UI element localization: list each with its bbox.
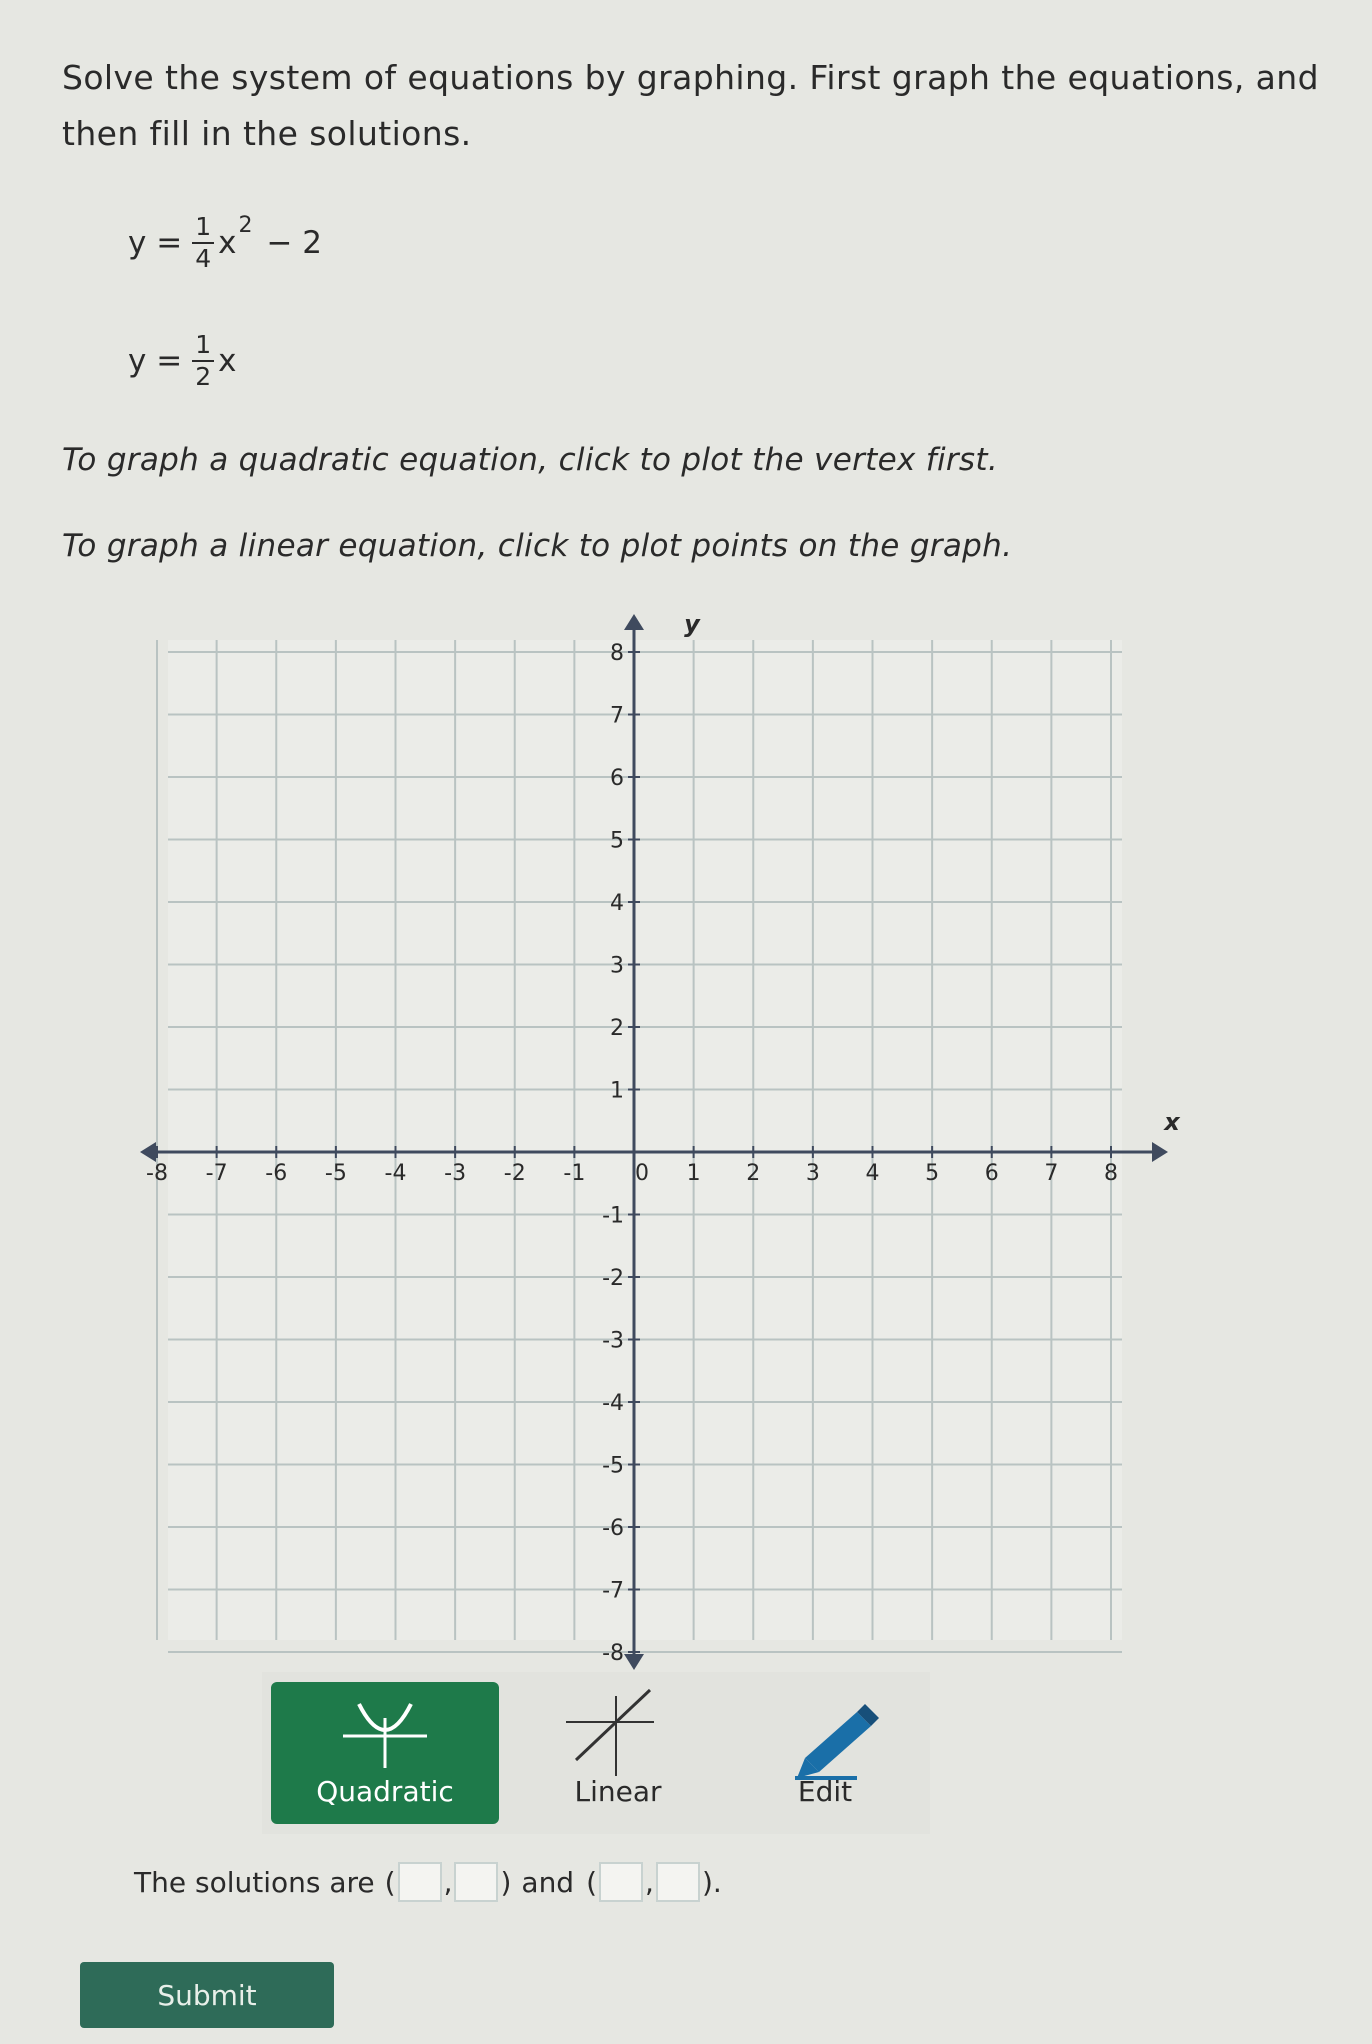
solution-1-comma: , — [443, 1865, 453, 1899]
y-tick-label: 2 — [610, 1016, 624, 1041]
parabola-icon — [271, 1682, 499, 1782]
x-tick-label: -4 — [384, 1161, 407, 1186]
equation-2-denominator: 2 — [195, 362, 212, 391]
equation-1-exponent: 2 — [238, 212, 253, 238]
solution-2-comma: , — [645, 1865, 654, 1899]
solution-1-x-input[interactable] — [398, 1862, 442, 1902]
x-tick-label: -2 — [503, 1161, 526, 1186]
linear-tool-button[interactable] — [504, 1682, 732, 1824]
x-tick-label: -5 — [324, 1161, 347, 1186]
quadratic-tool-label: Quadratic — [316, 1775, 454, 1808]
x-tick-label: 7 — [1044, 1161, 1059, 1186]
x-tick-label: 2 — [746, 1161, 761, 1186]
y-tick-label: -2 — [602, 1266, 624, 1291]
x-tick-label: 3 — [805, 1161, 820, 1186]
solutions-prefix: The solutions are — [134, 1865, 375, 1899]
x-tick-label: 1 — [686, 1161, 701, 1186]
x-tick-label: -7 — [205, 1161, 228, 1186]
hint-quadratic: To graph a quadratic equation, click to plot the vertex first. — [62, 442, 998, 478]
instructions-line-2: then fill in the solutions. — [62, 114, 472, 153]
submit-button[interactable]: Submit — [80, 1962, 334, 2028]
y-axis-arrow-down — [624, 1654, 644, 1670]
y-tick-label: -1 — [602, 1203, 624, 1229]
solution-2-open-paren: ( — [586, 1865, 598, 1899]
x-tick-label: 5 — [925, 1161, 940, 1186]
solution-2-y-input[interactable] — [656, 1862, 700, 1902]
solutions-sentence — [134, 1862, 722, 1902]
y-tick-label: 7 — [610, 703, 624, 729]
y-tick-label: 4 — [610, 891, 624, 916]
edit-tool-button[interactable] — [711, 1682, 939, 1824]
edit-tool-label: Edit — [797, 1775, 853, 1808]
y-tick-label: -3 — [602, 1328, 624, 1354]
equation-1-denominator: 4 — [195, 244, 212, 273]
x-tick-label: 8 — [1104, 1161, 1118, 1186]
linear-tool-label: Linear — [574, 1775, 662, 1808]
quadratic-tool-button[interactable] — [271, 1682, 499, 1824]
y-tick-label: -5 — [602, 1453, 624, 1479]
y-tick-label: -6 — [602, 1516, 624, 1541]
solution-1-close-paren: ) — [500, 1865, 512, 1899]
solution-1-open-paren: ( — [384, 1865, 396, 1899]
x-tick-label: 6 — [984, 1161, 999, 1186]
y-tick-label: -8 — [602, 1641, 624, 1666]
x-tick-label: -8 — [146, 1161, 168, 1186]
solutions-and: and — [521, 1865, 575, 1899]
equation-2-variable: x — [218, 343, 237, 379]
x-tick-label: 4 — [865, 1161, 880, 1186]
equation-2-numerator: 1 — [192, 330, 214, 362]
x-tick-label: -3 — [444, 1161, 467, 1186]
y-tick-label: 3 — [610, 953, 624, 979]
y-axis-label: y — [684, 610, 700, 638]
equation-1-constant: − 2 — [266, 225, 323, 261]
y-tick-label: -4 — [602, 1391, 624, 1416]
equation-1-variable: x — [218, 225, 237, 261]
equation-1-numerator: 1 — [192, 212, 214, 244]
y-tick-label: 6 — [610, 766, 624, 791]
x-axis-label: x — [1164, 1108, 1180, 1136]
x-axis-arrow-right — [1152, 1142, 1168, 1162]
y-tick-label: 8 — [610, 641, 624, 666]
origin-label: 0 — [635, 1161, 649, 1186]
solution-2-x-input[interactable] — [599, 1862, 643, 1902]
y-axis-arrow-up — [624, 614, 644, 630]
hint-linear: To graph a linear equation, click to plot points on the graph. — [62, 528, 1013, 564]
graph-plot-area[interactable] — [168, 640, 1122, 1640]
x-tick-label: -1 — [563, 1161, 586, 1186]
y-tick-label: 1 — [610, 1078, 624, 1104]
graph-toolbar — [262, 1672, 930, 1834]
x-tick-label: -6 — [265, 1161, 288, 1186]
equation-2-lhs: y = — [128, 343, 183, 379]
y-tick-label: -7 — [602, 1578, 624, 1604]
y-tick-label: 5 — [610, 828, 624, 854]
instructions-line-1: Solve the system of equations by graphing. First graph the equations, and — [62, 58, 1319, 97]
solution-1-y-input[interactable] — [454, 1862, 498, 1902]
equation-1-lhs: y = — [128, 225, 183, 261]
x-axis-arrow-left — [140, 1142, 156, 1162]
solution-2-close-paren: ). — [701, 1865, 722, 1899]
